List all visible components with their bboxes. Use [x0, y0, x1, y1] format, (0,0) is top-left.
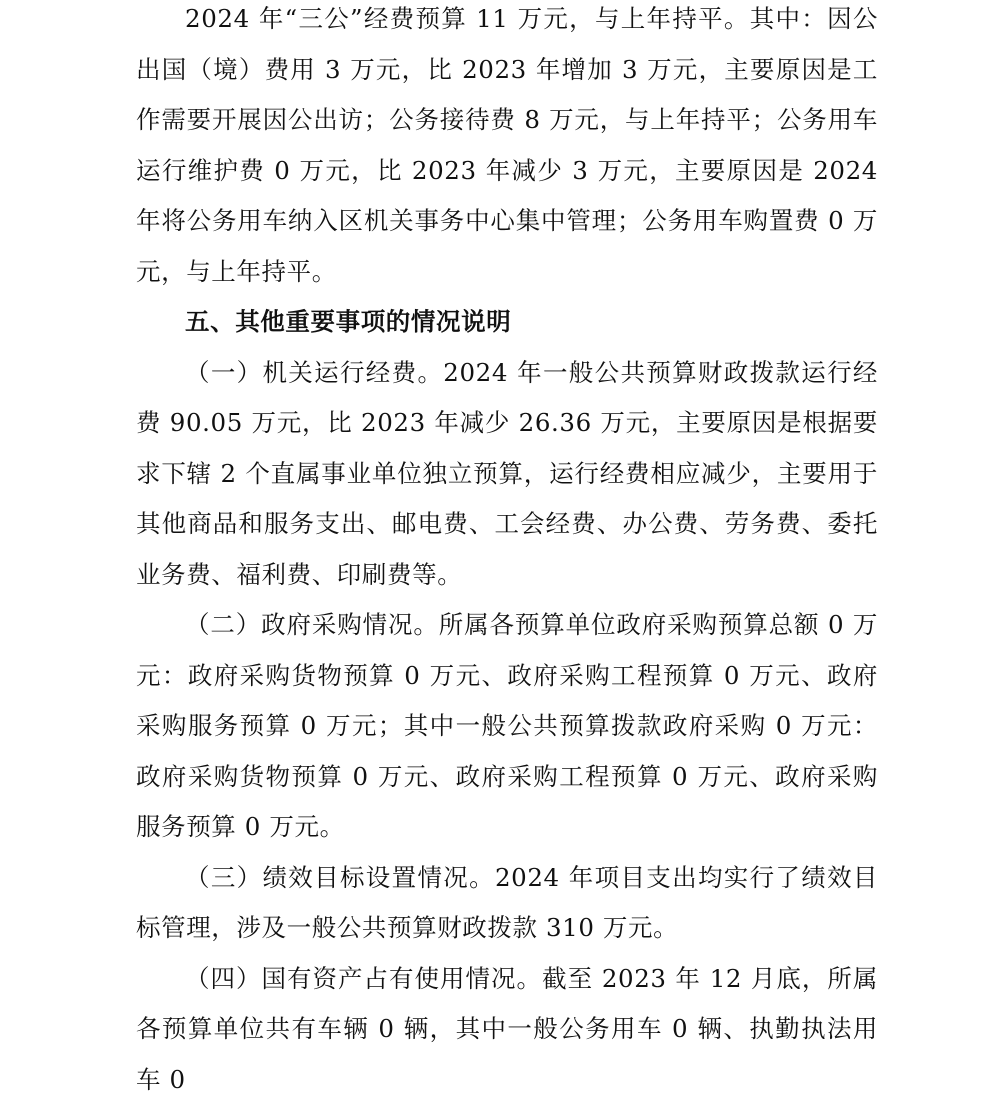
subsection-body-operating-expenses: 2024 年一般公共预算财政拨款运行经费 90.05 万元，比 2023 年减少 26.36 万元，主要原因是根据要求下辖 2 个直属事业单位独立预算，运行经费相应减少，主要用于其他商品和服务支出、邮电费、工会经费、办公费、劳务费、委托业务费、福利费、印刷费等。: [136, 358, 878, 589]
paragraph-agency-operating-expenses: [136, 348, 878, 601]
document-page: [136, 0, 878, 1105]
paragraph-three-public-expenses: 2024 年“三公”经费预算 11 万元，与上年持平。其中：因公出国（境）费用 3 万元，比 2023 年增加 3 万元，主要原因是工作需要开展因公出访；公务接待费 8 万元，与上年持平；公务用车运行维护费 0 万元，比 2023 年减少 3 万元，主要原因是 2024 年将公务用车纳入区机关事务中心集中管理；公务用车购置费 0 万元，与上年持平。: [136, 0, 878, 297]
paragraph-government-procurement: [136, 600, 878, 853]
subsection-body-state-assets: 截至 2023 年 12 月底，所属各预算单位共有车辆 0 辆，其中一般公务用车 0 辆、执勤执法用车 0: [136, 964, 878, 1094]
subsection-title-performance-targets: （三）绩效目标设置情况。: [185, 863, 495, 892]
subsection-title-state-assets: （四）国有资产占有使用情况。: [185, 964, 542, 993]
subsection-title-government-procurement: （二）政府采购情况。: [185, 610, 439, 639]
section-heading-other-matters: 五、其他重要事项的情况说明: [136, 297, 878, 348]
paragraph-state-assets: [136, 954, 878, 1105]
subsection-body-performance-targets: 2024 年项目支出均实行了绩效目标管理，涉及一般公共预算财政拨款 310 万元。: [136, 863, 878, 943]
subsection-body-government-procurement: 所属各预算单位政府采购预算总额 0 万元：政府采购货物预算 0 万元、政府采购工程预算 0 万元、政府采购服务预算 0 万元；其中一般公共预算拨款政府采购 0 万元：政府采购货物预算 0 万元、政府采购工程预算 0 万元、政府采购服务预算 0 万元。: [136, 610, 878, 841]
paragraph-performance-targets: [136, 853, 878, 954]
subsection-title-operating-expenses: （一）机关运行经费。: [185, 358, 443, 387]
